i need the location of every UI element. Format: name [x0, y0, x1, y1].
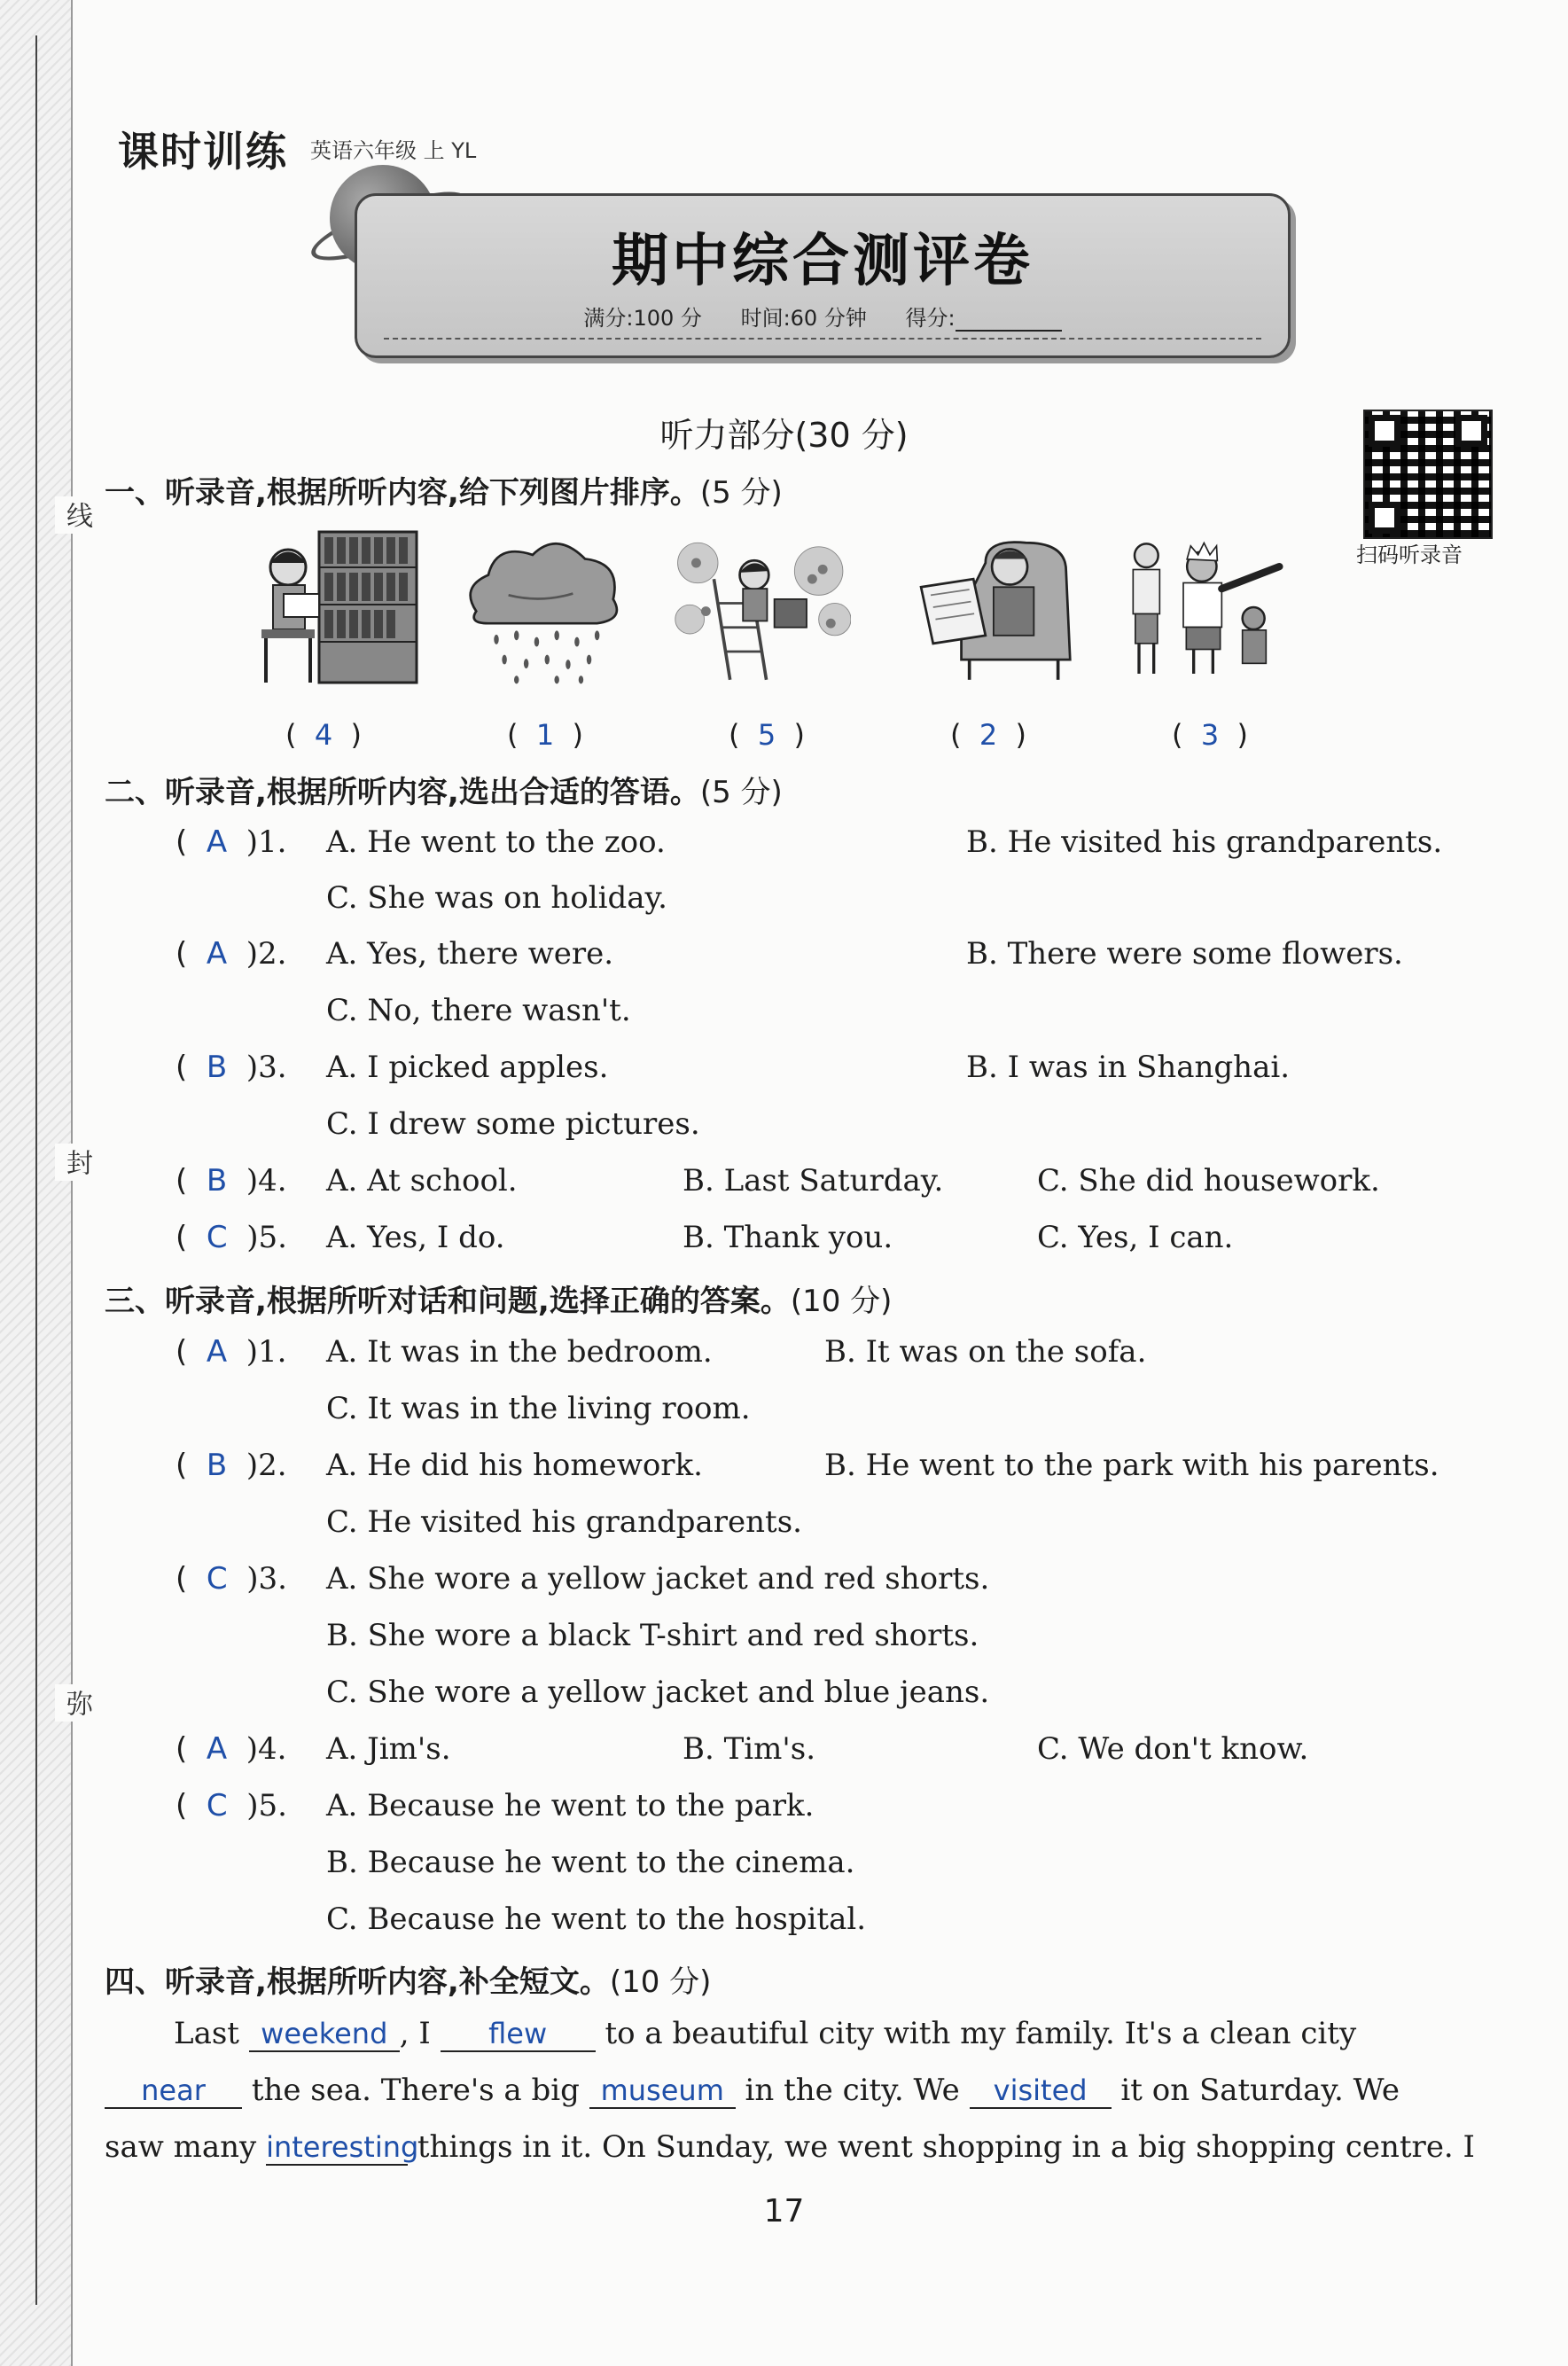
part3-points: (10 分)	[790, 1284, 893, 1319]
passage-line-1: Last weekend , I flew to a beautiful city with my family. It's a clean city	[174, 2016, 1357, 2051]
p3-q1-option-c[interactable]: C. It was in the living room.	[326, 1391, 751, 1426]
p3-q3-option-b[interactable]: B. She wore a black T-shirt and red shorts.	[326, 1618, 979, 1653]
p2-q5-option-a[interactable]: A. Yes, I do.	[326, 1220, 505, 1255]
blank-5[interactable]: visited	[970, 2073, 1112, 2109]
p2-q2-option-b[interactable]: B. There were some flowers.	[966, 936, 1403, 972]
part2-points: (5 分)	[699, 775, 783, 810]
p3-q2-option-b[interactable]: B. He went to the park with his parents.	[824, 1448, 1439, 1483]
p2-q2-option-a[interactable]: A. Yes, there were.	[326, 936, 614, 972]
boy-reading-icon	[248, 523, 425, 691]
part1-heading	[105, 468, 783, 511]
blank-6[interactable]: interesting	[266, 2130, 419, 2164]
p3-q3-answer[interactable]: C	[206, 1561, 228, 1597]
p2-q4-option-b[interactable]: B. Last Saturday.	[683, 1163, 944, 1199]
listening-section-title: 听力部分(30 分)	[659, 416, 909, 455]
exam-time: 时间:60 分钟	[740, 306, 867, 331]
rain-cloud-icon	[452, 523, 629, 691]
book-subtitle: 英语六年级 上 YL	[310, 138, 477, 163]
book-title: 课时训练	[118, 128, 288, 176]
p2-q1-option-a[interactable]: A. He went to the zoo.	[326, 824, 666, 860]
passage-line-2: near the sea. There's a big museum in the city. We visited it on Saturday. We	[105, 2073, 1400, 2109]
p2-q3-option-a[interactable]: A. I picked apples.	[326, 1050, 609, 1085]
p3-q1-option-a[interactable]: A. It was in the bedroom.	[326, 1334, 713, 1370]
part4-heading	[105, 1957, 711, 2001]
picture-2-order[interactable]: 1	[535, 718, 555, 752]
p2-q5-option-c[interactable]: C. Yes, I can.	[1037, 1220, 1234, 1255]
p3-q5-option-c[interactable]: C. Because he went to the hospital.	[326, 1901, 867, 1937]
p2-q4-answer[interactable]: B	[206, 1163, 228, 1199]
p3-q2-option-c[interactable]: C. He visited his grandparents.	[326, 1504, 802, 1540]
part3-heading-text: 三、听录音,根据所听对话和问题,选择正确的答案。	[105, 1284, 791, 1319]
picture-4-answer: ( 2 )	[950, 718, 1027, 752]
p3-q4-option-b[interactable]: B. Tim's.	[683, 1731, 815, 1767]
p3-q1-num: ( A )1.	[176, 1334, 287, 1370]
score-blank[interactable]	[956, 312, 1062, 332]
p3-q3-option-c[interactable]: C. She wore a yellow jacket and blue jeans.	[326, 1675, 990, 1710]
part2-heading-text: 二、听录音,根据所听内容,选出合适的答语。	[105, 775, 700, 810]
picture-5-order[interactable]: 3	[1200, 718, 1220, 752]
man-reading-newspaper-icon	[913, 523, 1090, 691]
score-label: 得分:	[905, 306, 956, 331]
p3-q2-answer[interactable]: B	[206, 1448, 228, 1483]
qr-code-icon[interactable]	[1363, 410, 1493, 539]
p2-q5-num: ( C )5.	[176, 1220, 287, 1255]
boy-picking-apples-icon	[674, 523, 851, 691]
score-field	[905, 306, 1061, 331]
full-marks: 满分:100 分	[583, 306, 702, 331]
p3-q5-option-b[interactable]: B. Because he went to the cinema.	[326, 1845, 855, 1880]
blank-4[interactable]: museum	[589, 2073, 736, 2109]
family-icon	[1117, 523, 1294, 691]
p2-q4-num: ( B )4.	[176, 1163, 287, 1199]
passage-line-3: saw many interesting things in it. On Sunday, we went shopping in a big shopping centre. I	[105, 2129, 1475, 2165]
p3-q4-option-c[interactable]: C. We don't know.	[1037, 1731, 1309, 1767]
picture-4-order[interactable]: 2	[979, 718, 998, 752]
binding-strip	[0, 0, 92, 2366]
part4-points: (10 分)	[609, 1964, 712, 2000]
picture-2-answer: ( 1 )	[507, 718, 584, 752]
blank-3[interactable]: near	[105, 2073, 242, 2109]
title-banner	[355, 193, 1291, 358]
part4-heading-text: 四、听录音,根据所听内容,补全短文。	[105, 1964, 610, 2000]
p2-q2-option-c[interactable]: C. No, there wasn't.	[326, 993, 631, 1028]
qr-label: 扫码听录音	[1356, 543, 1463, 567]
p2-q5-option-b[interactable]: B. Thank you.	[683, 1220, 893, 1255]
part1-points: (5 分)	[699, 475, 783, 511]
p3-q5-num: ( C )5.	[176, 1788, 287, 1823]
binding-mark-close: 弥	[55, 1684, 98, 1722]
p3-q2-option-a[interactable]: A. He did his homework.	[326, 1448, 703, 1483]
p3-q1-option-b[interactable]: B. It was on the sofa.	[824, 1334, 1147, 1370]
part2-heading	[105, 768, 783, 811]
exam-info	[357, 301, 1288, 332]
p3-q1-answer[interactable]: A	[206, 1334, 228, 1370]
p3-q4-answer[interactable]: A	[206, 1731, 228, 1767]
picture-1-order[interactable]: 4	[314, 718, 333, 752]
p2-q4-option-c[interactable]: C. She did housework.	[1037, 1163, 1380, 1199]
binding-mark-line: 线	[55, 496, 98, 534]
p2-q4-option-a[interactable]: A. At school.	[326, 1163, 518, 1199]
blank-2[interactable]: flew	[441, 2017, 596, 2052]
p3-q4-option-a[interactable]: A. Jim's.	[326, 1731, 451, 1767]
picture-5-answer: ( 3 )	[1172, 718, 1249, 752]
p3-q5-option-a[interactable]: A. Because he went to the park.	[326, 1788, 815, 1823]
picture-1-answer: ( 4 )	[285, 718, 363, 752]
p3-q3-option-a[interactable]: A. She wore a yellow jacket and red shorts.	[326, 1561, 990, 1597]
p2-q3-num: ( B )3.	[176, 1050, 287, 1085]
p2-q1-num: ( A )1.	[176, 824, 287, 860]
picture-3-order[interactable]: 5	[757, 718, 776, 752]
p2-q2-answer[interactable]: A	[206, 936, 228, 972]
binding-line	[35, 35, 37, 2305]
page-number: 17	[763, 2193, 805, 2229]
p3-q5-answer[interactable]: C	[206, 1788, 228, 1823]
p3-q2-num: ( B )2.	[176, 1448, 287, 1483]
banner-dashed-line	[384, 338, 1261, 340]
part1-heading-text: 一、听录音,根据所听内容,给下列图片排序。	[105, 475, 700, 511]
exam-title: 期中综合测评卷	[612, 229, 1034, 294]
p2-q1-option-b[interactable]: B. He visited his grandparents.	[966, 824, 1443, 860]
p3-q3-num: ( C )3.	[176, 1561, 287, 1597]
p2-q1-answer[interactable]: A	[206, 824, 228, 860]
p3-q4-num: ( A )4.	[176, 1731, 287, 1767]
blank-1[interactable]: weekend	[249, 2017, 400, 2052]
p2-q5-answer[interactable]: C	[206, 1220, 228, 1255]
p2-q1-option-c[interactable]: C. She was on holiday.	[326, 880, 667, 916]
p2-q3-option-b[interactable]: B. I was in Shanghai.	[966, 1050, 1291, 1085]
binding-mark-seal: 封	[55, 1144, 98, 1181]
p2-q3-option-c[interactable]: C. I drew some pictures.	[326, 1106, 700, 1142]
p2-q3-answer[interactable]: B	[206, 1050, 228, 1085]
picture-3-answer: ( 5 )	[729, 718, 806, 752]
p2-q2-num: ( A )2.	[176, 936, 287, 972]
part3-heading	[105, 1277, 892, 1320]
